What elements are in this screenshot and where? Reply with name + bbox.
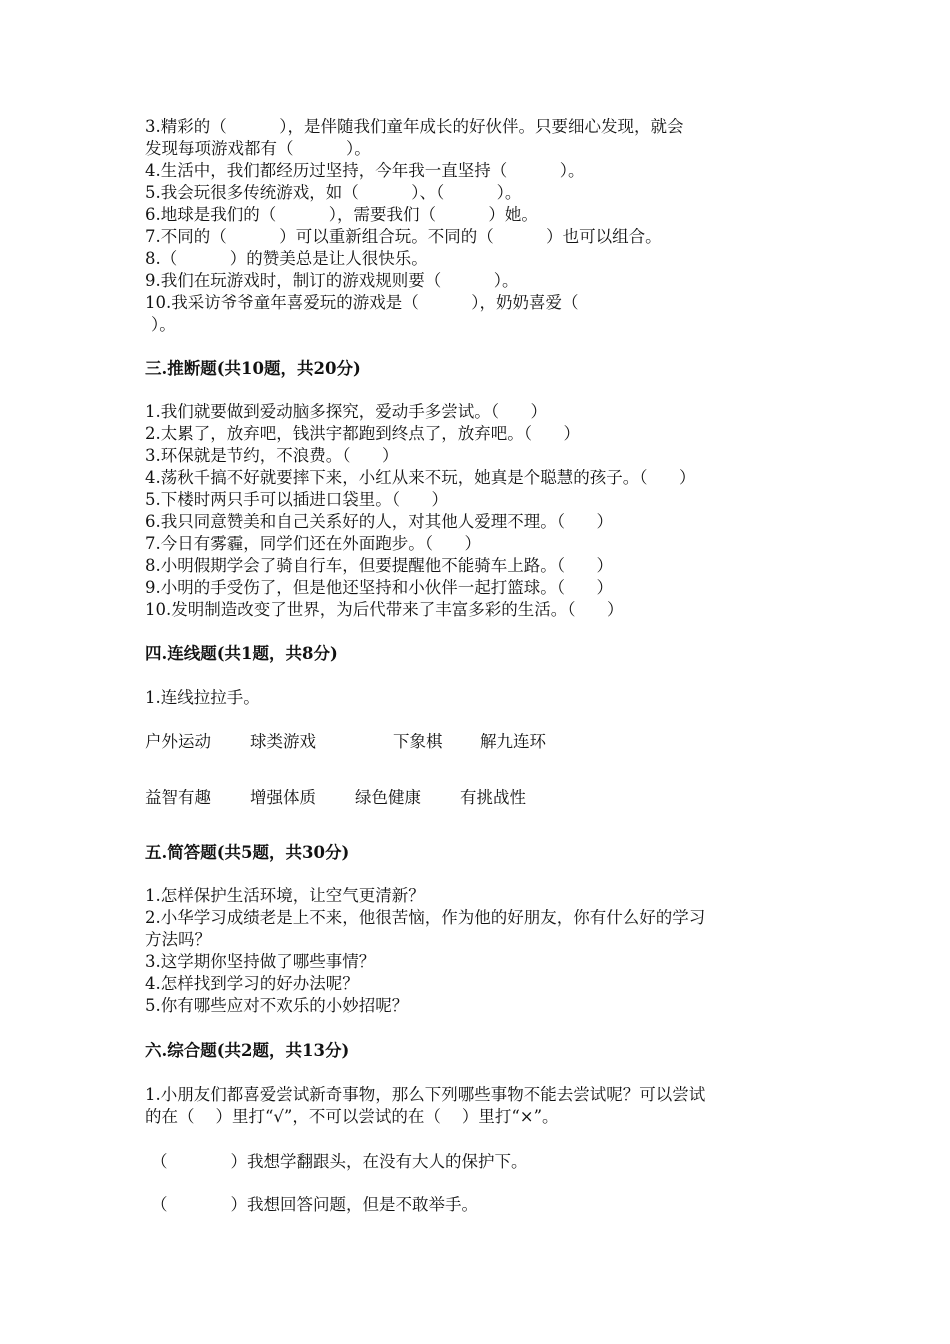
match-bottom-item-4: 有挑战性 [460,788,526,807]
comprehensive-q1-line1: 1.小朋友们都喜爱尝试新奇事物，那么下列哪些事物不能去尝试呢？可以尝试 [145,1085,706,1104]
short-answer-q4: 4.怎样找到学习的好办法呢？ [145,974,359,993]
match-top-item-4: 解九连环 [480,732,546,751]
fill-blank-q10-line1: 10.我采访爷爷童年喜爱玩的游戏是（ ），奶奶喜爱（ [145,293,579,312]
fill-blank-q3-line2: 发现每项游戏都有（ ）。 [145,139,371,158]
match-bottom-item-2: 增强体质 [250,788,316,807]
judge-item-8: 8.小明假期学会了骑自行车，但要提醒他不能骑车上路。（ ） [145,556,613,575]
match-bottom-item-3: 绿色健康 [355,788,421,807]
comprehensive-option-2: （ ）我想回答问题，但是不敢举手。 [151,1195,478,1214]
judge-item-4: 4.荡秋千搞不好就要摔下来，小红从来不玩，她真是个聪慧的孩子。（ ） [145,468,696,487]
match-bottom-item-1: 益智有趣 [145,788,211,807]
matching-question: 1.连线拉拉手。 [145,688,260,707]
section-heading-matching: 四.连线题(共1题，共8分) [145,644,338,663]
judge-item-5: 5.下楼时两只手可以插进口袋里。（ ） [145,490,448,509]
fill-blank-q7: 7.不同的（ ）可以重新组合玩。不同的（ ）也可以组合。 [145,227,662,246]
match-top-item-3: 下象棋 [393,732,443,751]
section-heading-judge: 三.推断题(共10题，共20分) [145,359,361,378]
judge-item-10: 10.发明制造改变了世界，为后代带来了丰富多彩的生活。（ ） [145,600,624,619]
match-top-item-2: 球类游戏 [250,732,316,751]
short-answer-q5: 5.你有哪些应对不欢乐的小妙招呢？ [145,996,409,1015]
judge-item-9: 9.小明的手受伤了，但是他还坚持和小伙伴一起打篮球。（ ） [145,578,613,597]
fill-blank-q4: 4.生活中，我们都经历过坚持，今年我一直坚持（ ）。 [145,161,585,180]
judge-item-6: 6.我只同意赞美和自己关系好的人，对其他人爱理不理。（ ） [145,512,613,531]
fill-blank-q6: 6.地球是我们的（ ），需要我们（ ）她。 [145,205,538,224]
short-answer-q1: 1.怎样保护生活环境，让空气更清新？ [145,886,425,905]
short-answer-q2-line1: 2.小华学习成绩老是上不来，他很苦恼，作为他的好朋友，你有什么好的学习 [145,908,706,927]
comprehensive-q1-line2: 的在（ ）里打“√”，不可以尝试的在（ ）里打“×”。 [145,1107,559,1126]
section-heading-short-answer: 五.简答题(共5题，共30分) [145,843,350,862]
judge-item-2: 2.太累了，放弃吧，钱洪宇都跑到终点了，放弃吧。（ ） [145,424,580,443]
judge-item-7: 7.今日有雾霾，同学们还在外面跑步。（ ） [145,534,481,553]
section-heading-comprehensive: 六.综合题(共2题，共13分) [145,1041,350,1060]
fill-blank-q3-line1: 3.精彩的（ ），是伴随我们童年成长的好伙伴。只要细心发现，就会 [145,117,684,136]
comprehensive-option-1: （ ）我想学翻跟头，在没有大人的保护下。 [151,1152,528,1171]
short-answer-q3: 3.这学期你坚持做了哪些事情？ [145,952,376,971]
judge-item-1: 1.我们就要做到爱动脑多探究，爱动手多尝试。（ ） [145,402,547,421]
short-answer-q2-line2: 方法吗？ [145,930,211,949]
fill-blank-q10-line2: ）。 [151,315,176,334]
fill-blank-q5: 5.我会玩很多传统游戏，如（ ）、（ ）。 [145,183,522,202]
fill-blank-q9: 9.我们在玩游戏时，制订的游戏规则要（ ）。 [145,271,519,290]
match-top-item-1: 户外运动 [145,732,211,751]
judge-item-3: 3.环保就是节约，不浪费。（ ） [145,446,399,465]
fill-blank-q8: 8.（ ）的赞美总是让人很快乐。 [145,249,428,268]
